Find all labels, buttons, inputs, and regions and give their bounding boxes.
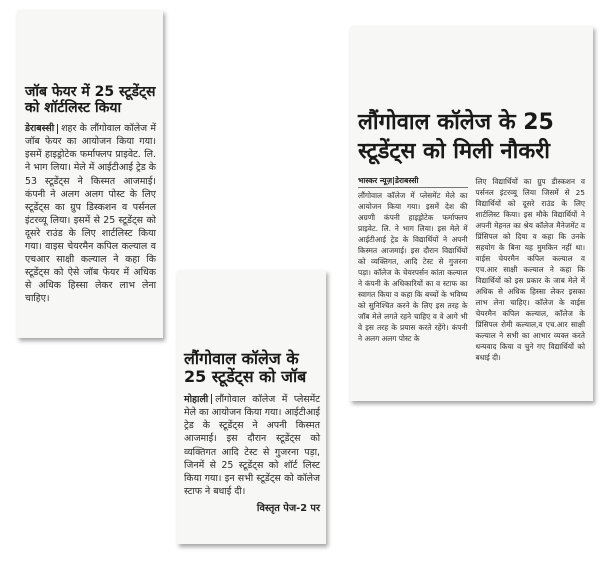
naukri-headline: लौंगोवाल कॉलेज के 25 स्टूडेंट्स को मिली नौकरी (358, 110, 554, 164)
job-fair-body-text: शहर के लौंगोवाल कॉलेज में जॉब फेयर का आयोजन किया गया। इसमें हाइड्रोटेक फर्माफ्लप प्राइवेट. लि. ने भाग लिया। मेले में आईटीआई ट्रेड के 53 स्टूडेंट्स ने किस्मत आजमाई। कंपनी ने अलग अलग पोस्ट के लिए स्टूडेंट्स का ग्रुप डिस्कशन व पर्सनल इंटरव्यू लिया। इसमें से 25 स्टूडेंट्स को दूसरे राउंड के लिए शार्टलिस्ट किया गया। वाइस चेयरमैन कपिल कल्याल व एचआर साक्षी कल्याल ने कहा कि स्टूडेंट्स को ऐसे जॉब फेयर में अधिक से अधिक हिस्सा लेकर लाभ लेना चाहिए। (25, 123, 156, 305)
column-left (358, 176, 468, 363)
continued-note: विस्तृत पेज-2 पर (256, 503, 320, 515)
job-fair-dateline: डेराबस्सी (25, 123, 55, 135)
column-right-text: लिए विद्यार्थियों का ग्रुप डीस्कशन व पर्सनल इंटरव्यू लिया जिसमें से 25 विद्यार्थियों को दूसरे राउंड के लिए शार्टलिस्ट किया। इस मौके विद्यार्थियों ने अपनी मेहनत का श्रेय कॉलेज मैनेजमेंट व प्रिंसिपल को दिया व कहा कि उनके सहयोग के बिना यह मुमकिन नहीं था। वाईस चेयरमैन कपिल कल्याल व एच.आर साक्षी कल्याल ने कहा कि विद्यार्थियों को इस प्रकार के जाब मेले में अधिक से अधिक हिस्सा लेकर इसका लाभ लेना चाहिए। कॉलेज के वाईस चेयरमैन कपिल कल्याल, कॉलेज के प्रिंसिपल रोमी कल्याल,व एच.आर साक्षी कल्याल ने सभी का आभार व्यक्त करते धन्यवाद किया व चुने गए विद्यार्थियों को बधाई दी। (475, 177, 585, 362)
job-short-clipping (177, 270, 326, 544)
column-left-text: लौंगोवाल कॉलेज में प्लेसमेंट मेले का आयोजन किया गया। इसमें देश की अग्रणी कंपनी हाइड्रोटेक फर्माफ्लप प्राइवेट. लि. ने भाग लिया। इस मेले में आईटीआई ट्रेड के विद्यार्थियों ने अपनी किस्मत आजमाई। इस दौरान विद्यार्थियों को व्यक्तिगत, आदि टेस्ट से गुजरना पड़ा। कॉलेज के चेयरपर्सन कांता कल्याल ने कंपनी के अधिकारियों का व स्टाफ का स्वागत किया व कहा कि बच्चों के भविष्य को सुनिश्चित करने के लिए इस तरह के जॉब मेले लगते रहने चाहिए व वे आगे भी वे इस तरह के प्रयास करते रहेंगे। कंपनी ने अलग अलग पोस्ट के (358, 191, 468, 343)
job-fair-clipping (17, 10, 163, 338)
job-fair-headline: जॉब फेयर में 25 स्टूडेंट्स को शॉर्टलिस्ट किया (25, 84, 156, 117)
job-short-body-text: लौंगोवाल कॉलेज में प्लेसमेंट मेले का आयोजन किया गया। आईटीआई ट्रेड के स्टूडेंट्स ने अपनी किस्मत आजमाई। इस दौरान स्टूडेंट्स को व्यक्तिगत आदि टेस्ट से गुजरना पड़ा, जिनमें से 25 स्टूडेंट्स को शॉर्ट लिस्ट किया गया। इन सभी स्टूडेंट्स को कॉलेज स्टाफ ने बधाई दी। (184, 393, 320, 498)
job-short-dateline: मोहाली (184, 393, 209, 405)
dateline-separator (57, 124, 58, 134)
naukri-clipping (350, 26, 593, 401)
job-short-body (184, 393, 320, 499)
job-short-headline: लौंगोवाल कॉलेज के 25 स्टूडेंट्स को जॉब (184, 349, 307, 387)
article-columns (358, 176, 585, 363)
byline: भास्कर न्यूज़|डेराबस्सी (358, 176, 468, 188)
dateline-separator (211, 394, 212, 404)
column-right (476, 176, 586, 363)
job-fair-body (25, 122, 156, 305)
